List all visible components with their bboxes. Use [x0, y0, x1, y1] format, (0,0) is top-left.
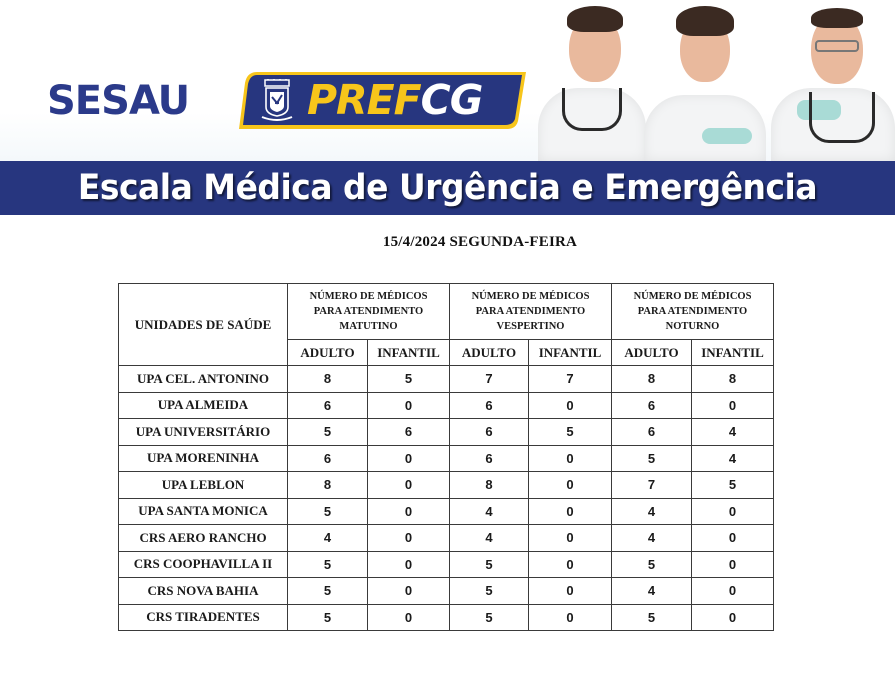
cell-value: 5	[288, 551, 368, 578]
column-header-adulto: ADULTO	[450, 340, 529, 366]
schedule-table	[118, 283, 774, 631]
cell-value: 4	[450, 498, 529, 525]
table-row	[119, 445, 774, 472]
unit-name: CRS NOVA BAHIA	[119, 578, 288, 605]
cell-value: 6	[288, 392, 368, 419]
unit-name: UPA LEBLON	[119, 472, 288, 499]
cell-value: 0	[529, 472, 612, 499]
cell-value: 0	[529, 525, 612, 552]
schedule-date: 15/4/2024 SEGUNDA-FEIRA	[382, 234, 578, 250]
doctors-photo	[532, 0, 895, 161]
cell-value: 8	[612, 366, 692, 393]
cell-value: 0	[368, 498, 450, 525]
unit-name: UPA UNIVERSITÁRIO	[119, 419, 288, 446]
cell-value: 5	[450, 578, 529, 605]
table-row	[119, 551, 774, 578]
table-row	[119, 472, 774, 499]
cell-value: 0	[692, 604, 774, 631]
cell-value: 8	[288, 472, 368, 499]
cell-value: 0	[368, 472, 450, 499]
cell-value: 8	[692, 366, 774, 393]
doctor-figure	[644, 0, 764, 161]
cell-value: 0	[692, 551, 774, 578]
table-row	[119, 578, 774, 605]
unit-name: CRS AERO RANCHO	[119, 525, 288, 552]
cell-value: 7	[529, 366, 612, 393]
unit-name: UPA CEL. ANTONINO	[119, 366, 288, 393]
cell-value: 0	[692, 525, 774, 552]
cell-value: 5	[368, 366, 450, 393]
cell-value: 0	[368, 551, 450, 578]
cell-value: 5	[450, 551, 529, 578]
cell-value: 0	[529, 551, 612, 578]
cell-value: 6	[288, 445, 368, 472]
cell-value: 8	[450, 472, 529, 499]
cell-value: 4	[288, 525, 368, 552]
cell-value: 5	[288, 604, 368, 631]
cell-value: 0	[368, 604, 450, 631]
unit-name: UPA ALMEIDA	[119, 392, 288, 419]
prefcg-wordmark: PREFCG	[307, 76, 483, 124]
cell-value: 5	[288, 578, 368, 605]
unit-name: CRS TIRADENTES	[119, 604, 288, 631]
column-group-matutino: NÚMERO DE MÉDICOS PARA ATENDIMENTO MATUTINO	[288, 284, 450, 340]
cell-value: 8	[288, 366, 368, 393]
cell-value: 6	[368, 419, 450, 446]
cell-value: 6	[450, 419, 529, 446]
column-header-adulto: ADULTO	[612, 340, 692, 366]
unit-name: CRS COOPHAVILLA II	[119, 551, 288, 578]
table-row	[119, 419, 774, 446]
cell-value: 0	[692, 498, 774, 525]
sesau-logo: SESAU	[47, 78, 190, 124]
cell-value: 5	[692, 472, 774, 499]
column-group-vespertino: NÚMERO DE MÉDICOS PARA ATENDIMENTO VESPERTINO	[450, 284, 612, 340]
table-row	[119, 366, 774, 393]
cell-value: 0	[368, 392, 450, 419]
unit-name: UPA SANTA MONICA	[119, 498, 288, 525]
column-header-adulto: ADULTO	[288, 340, 368, 366]
cell-value: 7	[450, 366, 529, 393]
column-header-units: UNIDADES DE SAÚDE	[119, 284, 288, 366]
table-row	[119, 392, 774, 419]
column-group-noturno: NÚMERO DE MÉDICOS PARA ATENDIMENTO NOTURNO	[612, 284, 774, 340]
doctor-figure	[532, 0, 652, 161]
city-coat-of-arms-icon	[259, 79, 295, 123]
page-title: Escala Médica de Urgência e Emergência	[77, 168, 818, 208]
cell-value: 4	[612, 578, 692, 605]
prefcg-logo	[237, 69, 527, 131]
cell-value: 5	[288, 498, 368, 525]
cell-value: 0	[529, 498, 612, 525]
cell-value: 5	[288, 419, 368, 446]
cell-value: 0	[529, 445, 612, 472]
cell-value: 4	[612, 498, 692, 525]
cell-value: 0	[368, 578, 450, 605]
cell-value: 4	[450, 525, 529, 552]
cell-value: 0	[692, 578, 774, 605]
doctor-figure	[767, 0, 895, 161]
cell-value: 5	[612, 445, 692, 472]
cell-value: 0	[529, 578, 612, 605]
unit-name: UPA MORENINHA	[119, 445, 288, 472]
cell-value: 5	[450, 604, 529, 631]
cell-value: 6	[450, 445, 529, 472]
table-row	[119, 498, 774, 525]
cell-value: 6	[450, 392, 529, 419]
cell-value: 0	[529, 392, 612, 419]
cell-value: 0	[368, 525, 450, 552]
cell-value: 6	[612, 392, 692, 419]
cell-value: 7	[612, 472, 692, 499]
table-header-row	[119, 284, 774, 340]
cell-value: 5	[612, 551, 692, 578]
cell-value: 0	[529, 604, 612, 631]
column-header-infantil: INFANTIL	[368, 340, 450, 366]
cell-value: 0	[692, 392, 774, 419]
cell-value: 5	[612, 604, 692, 631]
cell-value: 4	[692, 445, 774, 472]
cell-value: 0	[368, 445, 450, 472]
cell-value: 4	[692, 419, 774, 446]
cell-value: 5	[529, 419, 612, 446]
column-header-infantil: INFANTIL	[529, 340, 612, 366]
table-row	[119, 525, 774, 552]
cell-value: 6	[612, 419, 692, 446]
cell-value: 4	[612, 525, 692, 552]
column-header-infantil: INFANTIL	[692, 340, 774, 366]
table-row	[119, 604, 774, 631]
